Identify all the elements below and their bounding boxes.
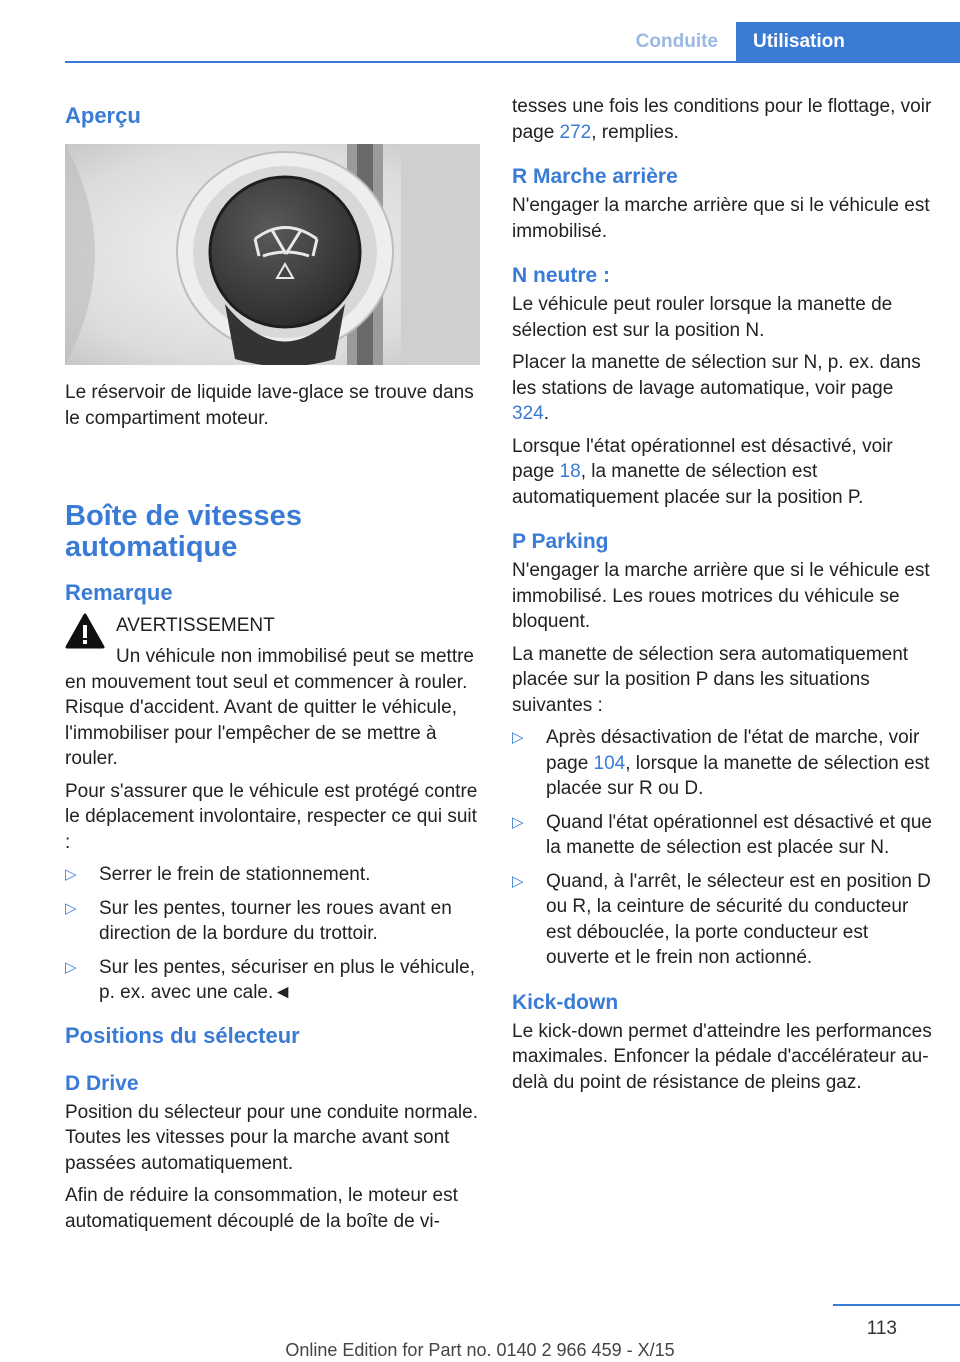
heading-reverse: R Marche arrière [512,165,678,188]
parking-paragraph-2: La manette de sélection sera automatiquement placée sur la position P dans les situations suivantes : [512,643,909,716]
text-span: , remplies. [591,121,679,143]
triangle-bullet-icon: ▷ [512,729,524,746]
list-item-text: Quand l'état opérationnel est désactivé et que la manette de sélection est placée sur N. [546,811,933,858]
para-secure: Pour s'assurer que le véhicule est protégé contre le déplacement involontaire, respecter ce qui suit : [65,780,478,853]
neutre-paragraph-2 [512,350,932,427]
heading-positions: Positions du sélecteur [65,1022,300,1048]
text-span: . [543,403,549,424]
right-column [512,94,932,1102]
page-link-272[interactable]: 272 [559,121,592,143]
header-tabs [604,22,960,62]
warning-block [65,613,480,772]
kickdown-paragraph: Le kick-down permet d'atteindre les performances maximales. Enfoncer la pédale d'accélérateur au-delà du point de résistance de pleins gaz. [512,1020,932,1093]
triangle-bullet-icon: ▷ [512,813,524,831]
heading-kickdown: Kick-down [512,990,619,1014]
list-item-text: Quand, à l'arrêt, le sélecteur est en position D ou R, la ceinture de sécurité du conducteur est débouclée, la porte conducteur est ouverte et le frein non actionné. [546,870,931,968]
list-item-text [546,725,932,802]
reverse-paragraph: N'engager la marche arrière que si le véhicule est immobilisé. [512,195,930,242]
washer-fluid-cap-photo [65,144,480,365]
heading-drive: D Drive [65,1071,139,1095]
list-item [65,862,480,888]
secure-list [65,862,480,1006]
continuation-paragraph [512,94,932,145]
tab-utilisation[interactable]: Utilisation [736,22,960,62]
drive-paragraph-1: Position du sélecteur pour une conduite normale. Toutes les vitesses pour la marche avant sont passées automatiquement. [65,1101,478,1174]
list-item-text: Serrer le frein de stationnement. [99,864,371,885]
neutre-paragraph-3 [512,434,932,511]
text-span: tesses une fois les conditions pour le flottage, voir page [512,96,932,143]
warning-text: Un véhicule non immobilisé peut se mettre en mouvement tout seul et commencer à rouler. Risque d'accident. Avant de quitter le véhicule, l'immobiliser pour l'empêcher de se mettre à rouler. [65,646,475,769]
list-item-text: Sur les pentes, tourner les roues avant en direction de la bordure du trottoir. [99,897,452,944]
page-link-18[interactable]: 18 [559,461,581,482]
tab-conduite[interactable]: Conduite [635,31,718,52]
page-link-104[interactable]: 104 [593,752,626,774]
text-span: , lorsque la manette de sélection est placée sur R ou D. [546,752,930,799]
triangle-bullet-icon: ▷ [65,958,77,976]
page-number: 113 [866,1318,897,1339]
list-item-text: Sur les pentes, sécuriser en plus le véhicule, p. ex. avec une cale.◄ [99,956,475,1003]
heading-remarque: Remarque [65,580,173,605]
list-item [512,869,932,971]
triangle-bullet-icon: ▷ [65,866,77,883]
text-span: Lorsque l'état opérationnel est désactivé, voir page [512,435,893,482]
parking-paragraph-1: N'engager la marche arrière que si le véhicule est immobilisé. Les roues motrices du véhicule se bloquent. [512,560,930,632]
triangle-bullet-icon: ▷ [512,872,524,890]
footer-edition: Online Edition for Part no. 0140 2 966 459 - X/15 [285,1340,675,1360]
heading-boite-vitesses: Boîte de vitesses automatique [65,500,302,563]
neutre-paragraph-1: Le véhicule peut rouler lorsque la manette de sélection est sur la position N. [512,294,893,341]
heading-parking: P Parking [512,530,609,553]
triangle-bullet-icon: ▷ [65,899,77,917]
parking-list [512,725,932,971]
text-span: Après désactivation de l'état de marche, voir page [546,727,920,774]
footer-rule [833,1304,960,1306]
list-item [65,955,480,1006]
warning-title: AVERTISSEMENT [116,615,275,636]
list-item [65,896,480,947]
heading-apercu: Aperçu [65,103,141,128]
drive-paragraph-2: Afin de réduire la consommation, le moteur est automatiquement découplé de la boîte de vi- [65,1185,458,1232]
heading-neutre: N neutre : [512,264,611,287]
text-span: Placer la manette de sélection sur N, p. ex. dans les stations de lavage automatique, voir page [512,352,921,399]
left-column [65,94,480,1241]
figure-caption: Le réservoir de liquide lave-glace se trouve dans le compartiment moteur. [65,382,474,429]
header-rule [65,61,960,63]
text-span: , la manette de sélection est automatiquement placée sur la position P. [512,461,864,508]
page-link-324[interactable]: 324 [512,403,544,424]
list-item [512,810,932,861]
warning-triangle-icon [65,613,105,649]
list-item [512,725,932,802]
